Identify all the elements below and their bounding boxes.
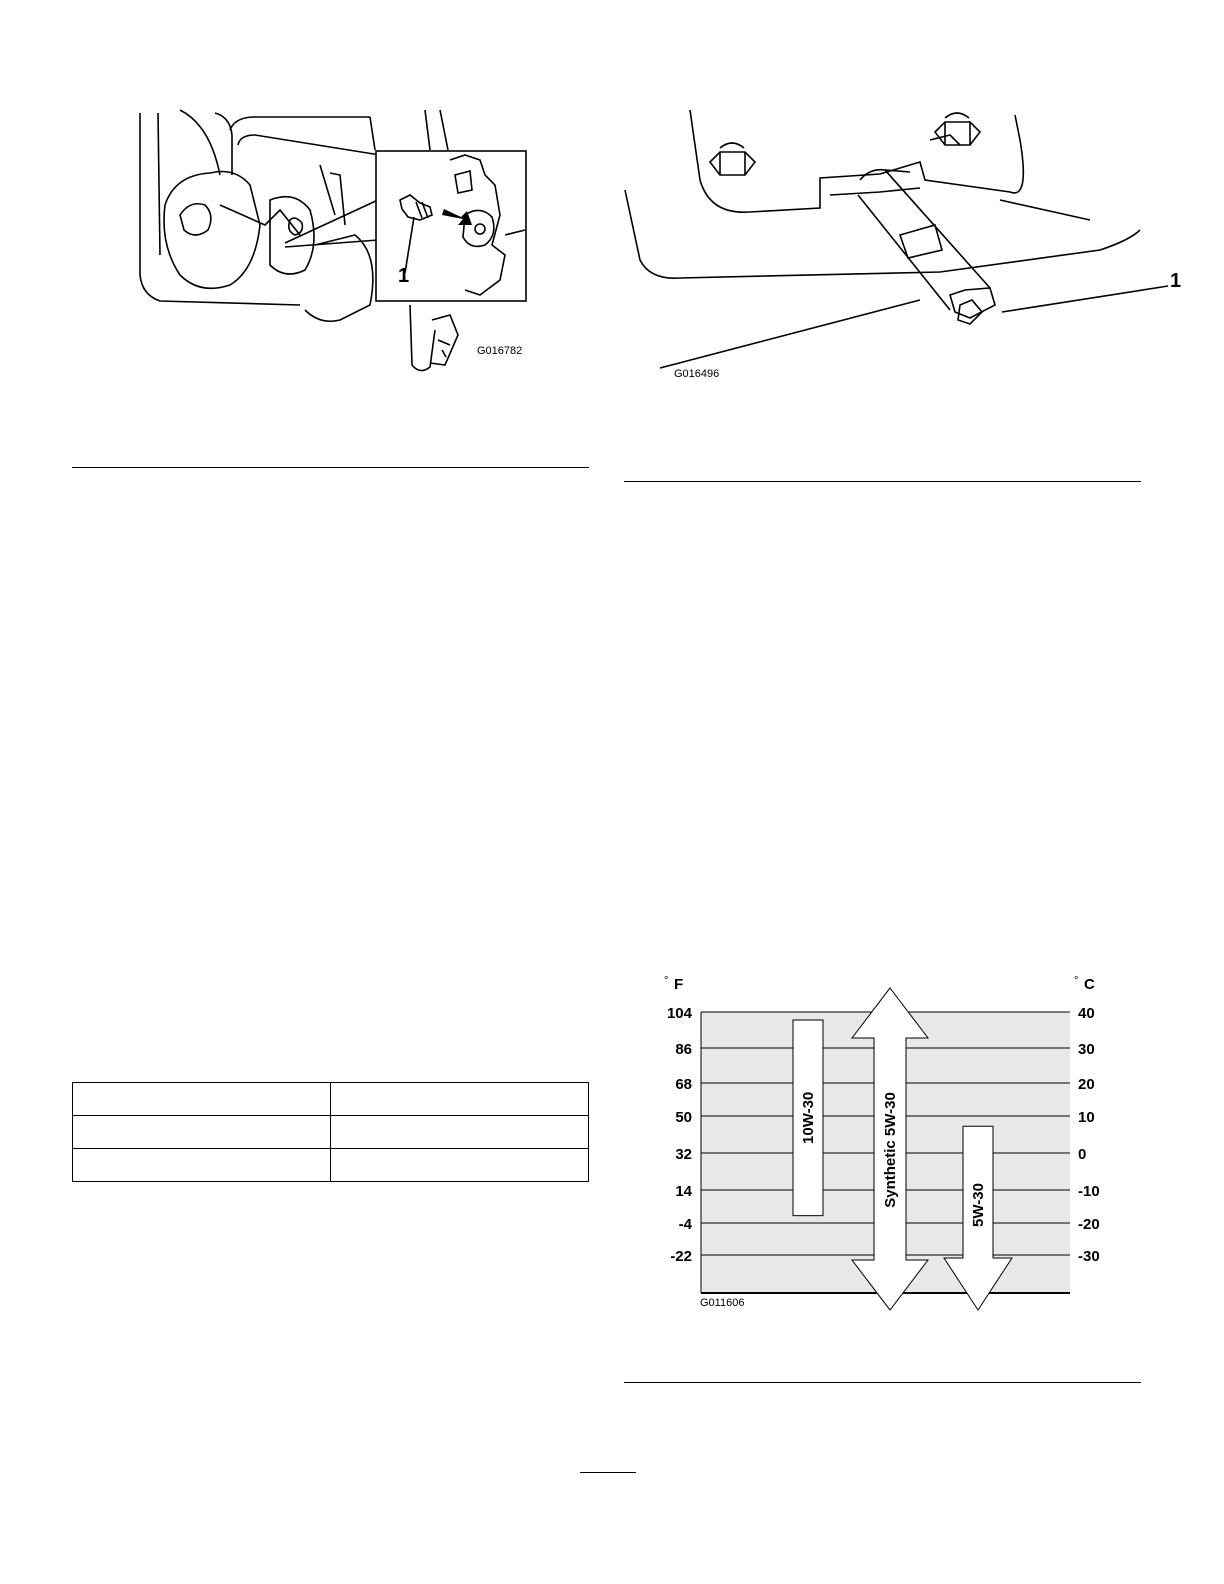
oil-chart-svg	[650, 960, 1130, 1320]
figure-right	[620, 100, 1200, 390]
band-synthetic-5w30-label: Synthetic 5W-30	[882, 1092, 899, 1208]
table-cell	[73, 1116, 331, 1149]
table-row	[73, 1116, 589, 1149]
table-cell	[73, 1083, 331, 1116]
fahrenheit-tick-label: 104	[666, 1005, 692, 1022]
table-cell	[331, 1149, 589, 1182]
band-10w30-label: 10W-30	[800, 1091, 817, 1144]
figure-right-callout: 1	[1170, 270, 1182, 292]
oil-viscosity-chart	[650, 960, 1130, 1320]
table-cell	[331, 1116, 589, 1149]
fahrenheit-degree-symbol: °	[664, 975, 669, 987]
celsius-tick-label: -10	[1078, 1183, 1100, 1200]
divider-right-1	[624, 481, 1141, 482]
celsius-tick-label: 20	[1078, 1076, 1095, 1093]
fahrenheit-tick-label: 86	[675, 1041, 692, 1058]
figure-left-callout: 1	[398, 265, 410, 287]
table-cell	[73, 1149, 331, 1182]
celsius-tick-label: 10	[1078, 1109, 1095, 1126]
celsius-tick-label: 0	[1078, 1146, 1087, 1163]
oil-drain-plug-illustration	[620, 100, 1200, 390]
fahrenheit-tick-label: -4	[678, 1216, 692, 1233]
celsius-tick-label: 30	[1078, 1041, 1095, 1058]
figure-left-code: G016782	[477, 345, 523, 357]
engine-drain-illustration	[120, 105, 540, 380]
celsius-tick-label: -30	[1078, 1248, 1100, 1265]
oil-chart-code: G011606	[700, 1297, 745, 1309]
fahrenheit-tick-label: 32	[675, 1146, 692, 1163]
fahrenheit-tick-label: 50	[675, 1109, 692, 1126]
divider-right-2	[624, 1382, 1141, 1383]
page-number-rule	[580, 1472, 636, 1473]
fahrenheit-tick-label: 14	[675, 1183, 692, 1200]
figure-right-code: G016496	[674, 368, 720, 380]
figure-left	[120, 105, 540, 380]
fahrenheit-unit-label: F	[674, 976, 684, 993]
band-5w30-label: 5W-30	[970, 1183, 987, 1227]
table-cell	[331, 1083, 589, 1116]
divider-left-1	[72, 467, 589, 468]
table-row	[73, 1149, 589, 1182]
celsius-tick-label: -20	[1078, 1216, 1100, 1233]
celsius-degree-symbol: °	[1074, 975, 1079, 987]
fahrenheit-tick-label: 68	[675, 1076, 692, 1093]
celsius-unit-label: C	[1084, 976, 1095, 993]
table-row	[73, 1083, 589, 1116]
specs-table	[72, 1082, 589, 1182]
celsius-tick-label: 40	[1078, 1005, 1095, 1022]
fahrenheit-tick-label: -22	[670, 1248, 692, 1265]
